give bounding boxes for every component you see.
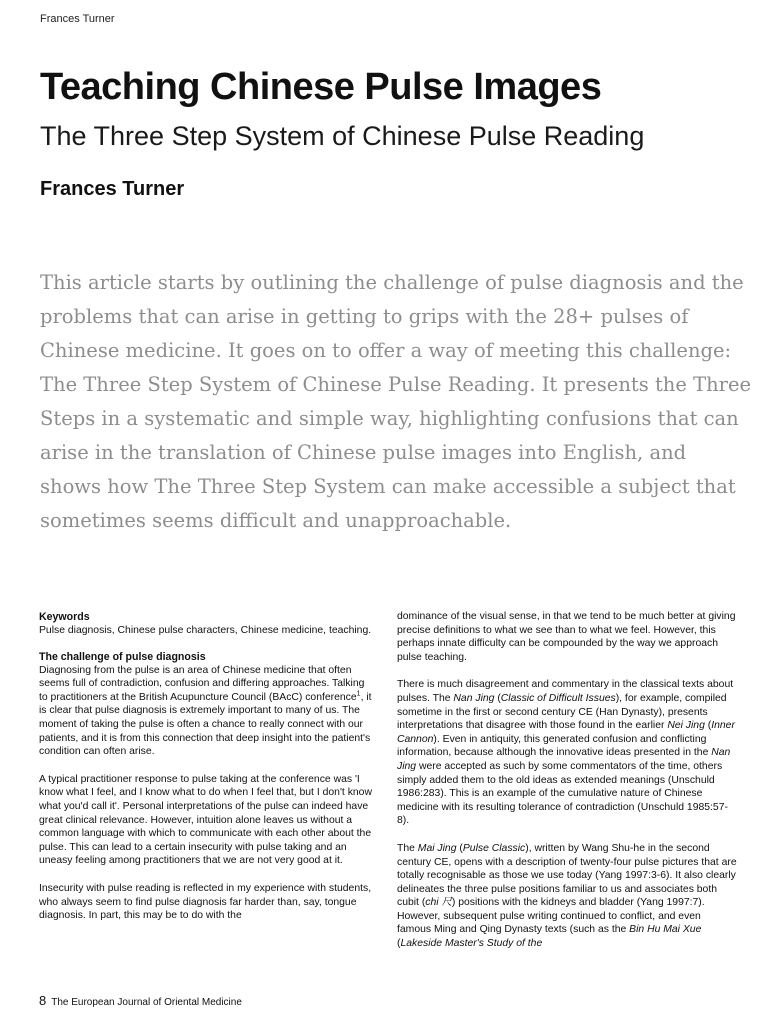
right-column bbox=[397, 610, 737, 965]
keywords-text: Pulse diagnosis, Chinese pulse characters, Chinese medicine, teaching. bbox=[39, 625, 372, 636]
article-subtitle: The Three Step System of Chinese Pulse Reading bbox=[40, 121, 645, 151]
journal-name: The European Journal of Oriental Medicine bbox=[51, 997, 242, 1008]
abstract: This article starts by outlining the challenge of pulse diagnosis and the problems that can arise in getting to grips with the 28+ pulses of Chinese medicine. It goes on to offer a way of meeting this challenge: The Three Step System of Chinese Pulse Reading. It presents the Three Steps in a systematic and simple way, highlighting confusions that can arise in the translation of Chinese pulse images into English, and shows how The Three Step System can make accessible a subject that sometimes seems difficult and unapproachable. bbox=[40, 271, 752, 532]
paragraph: dominance of the visual sense, in that we tend to be much better at giving precise definitions to what we see than to what we feel. However, this perhaps innate difficulty can be compounded by the way we approach pulse teaching. bbox=[397, 611, 736, 663]
paragraph: The Mai Jing (Pulse Classic), written by Wang Shu-he in the second century CE, opens with a description of twenty-four pulse pictures that are totally recognisable as those we use today (Yang 1997:3-6). It also clearly delineates the three pulse positions familiar to us and associates both cubit (chi 尺) positions with the kidneys and bladder (Yang 1997:7). However, subsequent pulse writing continued to conflict, and even famous Ming and Qing Dynasty texts (such as the Bin Hu Mai Xue (Lakeside Master's Study of the bbox=[397, 842, 737, 950]
page-footer bbox=[39, 993, 242, 1008]
article-author: Frances Turner bbox=[40, 178, 185, 200]
left-column bbox=[39, 610, 375, 937]
footnote-ref: 1 bbox=[356, 690, 361, 698]
keywords-heading: Keywords bbox=[39, 611, 90, 623]
section-heading: The challenge of pulse diagnosis bbox=[39, 650, 206, 663]
article-title: Teaching Chinese Pulse Images bbox=[40, 66, 602, 108]
paragraph: Diagnosing from the pulse is an area of Chinese medicine that often seems full of contradiction, confusion and differing approaches. Talking to practitioners at the British Acupuncture Council (BAcC) conference$^1$, it is clear that pulse diagnosis is extremely important to many of us. The moment of taking the pulse is often a chance to really connect with our patients, and it is from this connection that deep insight into the patient's condition can often arise. bbox=[39, 664, 372, 758]
paragraph: Insecurity with pulse reading is reflected in my experience with students, who always seem to find pulse diagnosis far harder than, say, tongue diagnosis. In part, this may be to do with the bbox=[39, 882, 372, 922]
paragraph: There is much disagreement and commentary in the classical texts about pulses. The Nan Jing (Classic of Difficult Issues), for example, compiled sometime in the first or second century CE (Han Dynasty), presents interpretations that disagree with those found in the earlier Nei Jing (Inner Cannon). Even in antiquity, this generated confusion and conflicting information, because although the innovative ideas presented in the Nan Jing were accepted as such by some commentators of the time, others simply added them to the old ideas as extended meanings (Unschuld 1986:283). This is an example of the cumulative nature of Chinese medicine with its resulting tolerance of contradiction (Unschuld 1985:57-8). bbox=[397, 679, 735, 827]
page-number: 8 bbox=[39, 993, 47, 1008]
running-head: Frances Turner bbox=[40, 13, 115, 25]
paragraph: A typical practitioner response to pulse taking at the conference was 'I know what I feel, and I know what to do when I feel that, but I don't know what you'd call it'. Personal interpretations of the pulse can indeed have great clinical relevance. However, intuition alone leaves us without a common language with which to communicate with each other about the pulse. This can lead to a certain insecurity with pulse taking and an uneasy feeling among practitioners that we are not very good at it. bbox=[39, 773, 372, 867]
